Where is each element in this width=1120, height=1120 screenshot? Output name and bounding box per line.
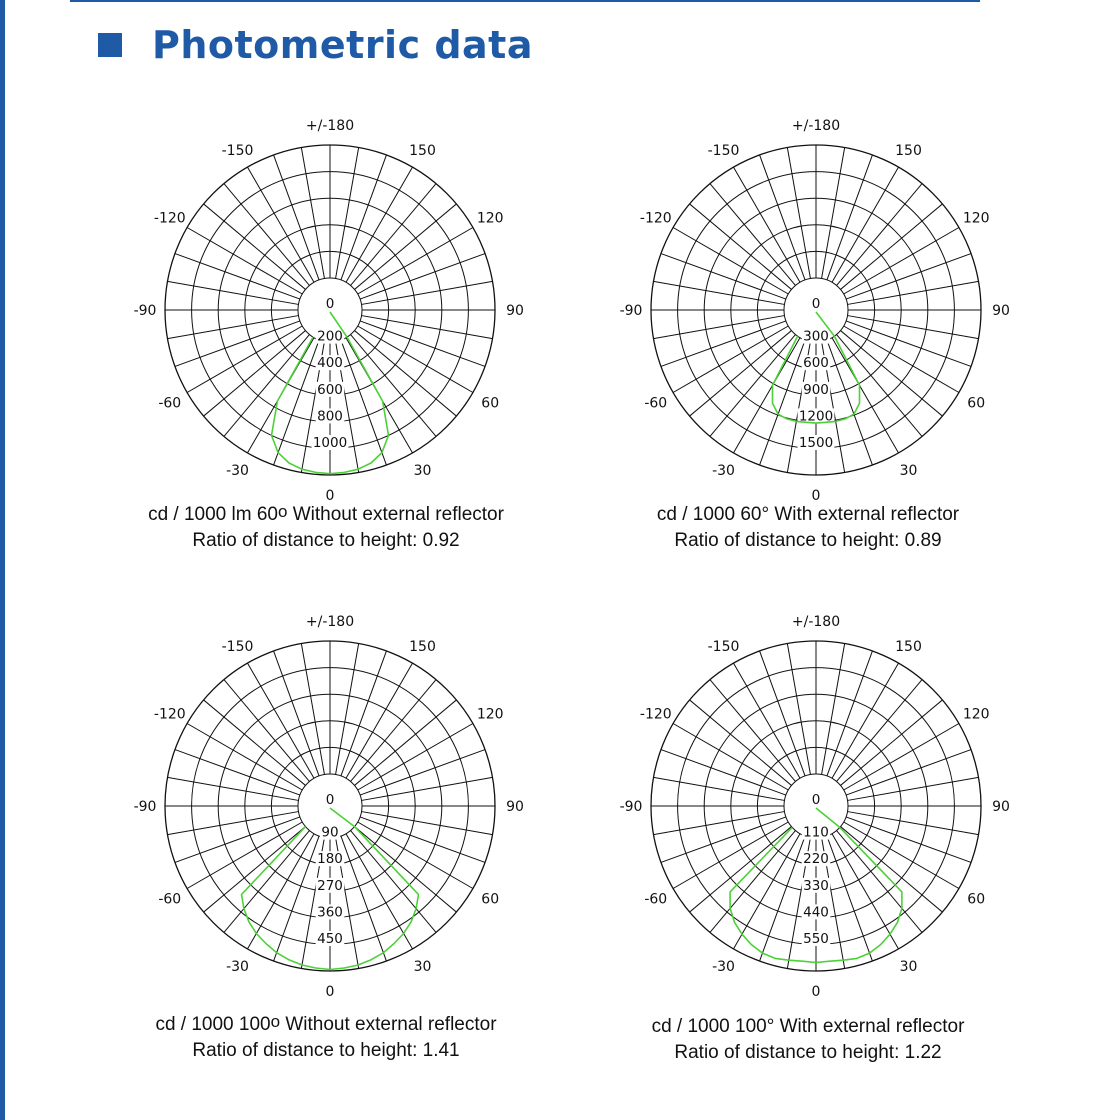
- caption-1: [76, 502, 576, 554]
- caption-2-title: cd / 1000 60° With external reflector: [656, 504, 960, 525]
- radial-tick-label: 0: [325, 792, 335, 808]
- angular-tick-label: 30: [413, 463, 432, 480]
- polar-spoke: [224, 184, 309, 286]
- angular-tick-label: -60: [644, 891, 668, 908]
- angular-tick-label: 0: [811, 984, 821, 1000]
- polar-spoke: [661, 321, 786, 366]
- polar-spoke: [341, 155, 386, 280]
- polar-spoke: [848, 812, 979, 835]
- angular-tick-label: -30: [226, 959, 249, 976]
- polar-spoke: [841, 700, 943, 785]
- angular-tick-label: -60: [158, 891, 182, 908]
- angular-tick-label: 30: [899, 959, 918, 976]
- angular-tick-label: 150: [409, 142, 436, 159]
- polar-spoke: [848, 316, 979, 339]
- angular-tick-label: -90: [133, 303, 157, 319]
- polar-spoke: [175, 750, 300, 795]
- radial-tick-label: 0: [325, 296, 335, 312]
- angular-tick-label: -150: [707, 638, 740, 655]
- polar-chart-1: [133, 118, 524, 504]
- polar-spoke: [822, 644, 845, 775]
- polar-spoke: [827, 155, 872, 280]
- polar-spoke: [355, 700, 457, 785]
- polar-spoke: [822, 148, 845, 279]
- polar-spoke: [175, 817, 300, 862]
- angular-tick-label: 0: [325, 984, 335, 1000]
- polar-spoke: [341, 651, 386, 776]
- polar-spoke: [341, 836, 386, 961]
- angular-tick-label: 30: [413, 959, 432, 976]
- angular-tick-label: -30: [712, 959, 735, 976]
- polar-spoke: [362, 777, 493, 800]
- caption-4-ratio: Ratio of distance to height: 1.22: [674, 1042, 942, 1063]
- polar-spoke: [710, 831, 795, 933]
- polar-spoke: [204, 204, 306, 289]
- polar-spoke: [841, 204, 943, 289]
- angular-tick-label: +/-180: [305, 118, 355, 134]
- polar-spoke: [846, 254, 971, 299]
- polar-spoke: [360, 817, 485, 862]
- angular-tick-label: -120: [153, 210, 186, 227]
- angular-tick-label: -90: [619, 303, 643, 319]
- polar-spoke: [654, 281, 785, 304]
- polar-spoke: [690, 700, 792, 785]
- polar-spoke: [690, 204, 792, 289]
- polar-spoke: [168, 281, 299, 304]
- polar-spoke: [841, 827, 943, 912]
- polar-spoke: [846, 817, 971, 862]
- caption-3-title: cd / 1000 100$^o$ Without external reflector: [155, 1012, 497, 1035]
- polar-spoke: [355, 827, 457, 912]
- polar-spoke: [355, 331, 457, 416]
- radial-tick-label: 200: [317, 328, 343, 345]
- polar-spoke: [654, 812, 785, 835]
- radial-tick-label: 90: [321, 824, 339, 841]
- angular-tick-label: 0: [811, 488, 821, 504]
- polar-spoke: [837, 680, 922, 782]
- angular-tick-label: -90: [133, 799, 157, 815]
- angular-tick-label: 120: [476, 706, 504, 723]
- polar-spoke: [760, 155, 805, 280]
- radial-tick-label: 600: [803, 355, 829, 372]
- angular-tick-label: -120: [153, 706, 186, 723]
- angular-tick-label: -120: [639, 210, 672, 227]
- polar-spoke: [351, 335, 436, 437]
- radial-tick-label: 180: [317, 851, 343, 868]
- polar-spoke: [848, 281, 979, 304]
- heading-square-icon: [98, 33, 122, 57]
- top-rule-line: [70, 0, 980, 2]
- angular-tick-label: -30: [712, 463, 735, 480]
- polar-spoke: [654, 316, 785, 339]
- radial-tick-label: 270: [317, 877, 343, 894]
- page-heading: [98, 20, 533, 70]
- polar-spoke: [690, 331, 792, 416]
- polar-spoke: [204, 700, 306, 785]
- angular-tick-label: 60: [481, 891, 500, 908]
- polar-chart-2: [619, 118, 1010, 504]
- angular-tick-label: +/-180: [791, 614, 841, 630]
- radial-tick-label: 900: [803, 381, 829, 398]
- polar-spoke: [710, 335, 795, 437]
- radial-tick-label: 330: [803, 877, 829, 894]
- angular-tick-label: 0: [325, 488, 335, 504]
- polar-spoke: [274, 155, 319, 280]
- radial-tick-label: 400: [317, 355, 343, 372]
- radial-tick-label: 360: [317, 904, 343, 921]
- polar-spoke: [175, 254, 300, 299]
- radial-tick-label: 600: [317, 381, 343, 398]
- radial-tick-label: 1500: [798, 435, 834, 451]
- polar-spoke: [224, 831, 309, 933]
- caption-4: [558, 1014, 1058, 1066]
- angular-tick-label: 150: [895, 142, 922, 159]
- polar-spoke: [204, 827, 306, 912]
- polar-spoke: [351, 184, 436, 286]
- angular-tick-label: +/-180: [305, 614, 355, 630]
- polar-spoke: [336, 644, 359, 775]
- polar-chart-3: [133, 614, 524, 1000]
- polar-spoke: [841, 331, 943, 416]
- polar-spoke: [837, 831, 922, 933]
- angular-tick-label: 150: [895, 638, 922, 655]
- polar-spoke: [827, 651, 872, 776]
- polar-spoke: [360, 750, 485, 795]
- radial-tick-label: 1200: [798, 408, 834, 425]
- polar-spoke: [661, 817, 786, 862]
- radial-tick-label: 0: [811, 792, 821, 808]
- angular-tick-label: -150: [707, 142, 740, 159]
- radial-tick-label: 550: [803, 931, 829, 947]
- angular-tick-label: -150: [221, 638, 254, 655]
- polar-spoke: [175, 321, 300, 366]
- polar-spoke: [787, 644, 810, 775]
- polar-spoke: [351, 831, 436, 933]
- caption-2-ratio: Ratio of distance to height: 0.89: [674, 530, 942, 551]
- radial-tick-label: 450: [317, 931, 343, 947]
- polar-spoke: [787, 148, 810, 279]
- polar-spoke: [362, 281, 493, 304]
- polar-spoke: [360, 321, 485, 366]
- caption-1-ratio: Ratio of distance to height: 0.92: [192, 530, 460, 551]
- polar-spoke: [362, 812, 493, 835]
- polar-spoke: [661, 254, 786, 299]
- left-accent-bar: [0, 0, 5, 1120]
- polar-spoke: [224, 680, 309, 782]
- polar-spoke: [168, 812, 299, 835]
- angular-tick-label: 120: [962, 706, 990, 723]
- polar-spoke: [661, 750, 786, 795]
- polar-spoke: [837, 335, 922, 437]
- caption-2: [558, 502, 1058, 554]
- angular-tick-label: 150: [409, 638, 436, 655]
- radial-tick-label: 0: [811, 296, 821, 312]
- polar-spoke: [355, 204, 457, 289]
- angular-tick-label: +/-180: [791, 118, 841, 134]
- polar-spoke: [301, 148, 324, 279]
- polar-spoke: [846, 750, 971, 795]
- angular-tick-label: 30: [899, 463, 918, 480]
- polar-spoke: [351, 680, 436, 782]
- angular-tick-label: -30: [226, 463, 249, 480]
- polar-spoke: [168, 777, 299, 800]
- polar-spoke: [362, 316, 493, 339]
- angular-tick-label: 90: [506, 303, 524, 319]
- angular-tick-label: 60: [967, 891, 986, 908]
- angular-tick-label: -120: [639, 706, 672, 723]
- polar-spoke: [301, 644, 324, 775]
- polar-spoke: [224, 335, 309, 437]
- angular-tick-label: 90: [992, 303, 1010, 319]
- polar-spoke: [837, 184, 922, 286]
- polar-spoke: [710, 680, 795, 782]
- caption-3: [76, 1012, 576, 1064]
- polar-spoke: [654, 777, 785, 800]
- polar-spoke: [168, 316, 299, 339]
- polar-spoke: [274, 651, 319, 776]
- angular-tick-label: 120: [476, 210, 504, 227]
- radial-tick-label: 440: [803, 904, 829, 921]
- caption-4-title: cd / 1000 100° With external reflector: [651, 1016, 965, 1037]
- polar-spoke: [848, 777, 979, 800]
- angular-tick-label: -60: [644, 395, 668, 412]
- angular-tick-label: 60: [481, 395, 500, 412]
- polar-spoke: [690, 827, 792, 912]
- angular-tick-label: -150: [221, 142, 254, 159]
- polar-spoke: [336, 148, 359, 279]
- radial-tick-label: 1000: [312, 435, 348, 451]
- radial-tick-label: 300: [803, 328, 829, 345]
- polar-spoke: [710, 184, 795, 286]
- polar-spoke: [846, 321, 971, 366]
- polar-spoke: [204, 331, 306, 416]
- angular-tick-label: 60: [967, 395, 986, 412]
- radial-tick-label: 110: [803, 824, 829, 841]
- polar-spoke: [274, 836, 319, 961]
- angular-tick-label: 120: [962, 210, 990, 227]
- polar-spoke: [360, 254, 485, 299]
- polar-spoke: [760, 651, 805, 776]
- caption-3-ratio: Ratio of distance to height: 1.41: [192, 1040, 460, 1061]
- caption-1-title: cd / 1000 lm 60$^o$ Without external reflector: [148, 502, 504, 525]
- radial-tick-label: 800: [317, 408, 343, 425]
- angular-tick-label: -90: [619, 799, 643, 815]
- polar-chart-4: [619, 614, 1010, 1000]
- page-title: Photometric data: [152, 23, 533, 67]
- angular-tick-label: 90: [506, 799, 524, 815]
- angular-tick-label: 90: [992, 799, 1010, 815]
- angular-tick-label: -60: [158, 395, 182, 412]
- radial-tick-label: 220: [803, 851, 829, 868]
